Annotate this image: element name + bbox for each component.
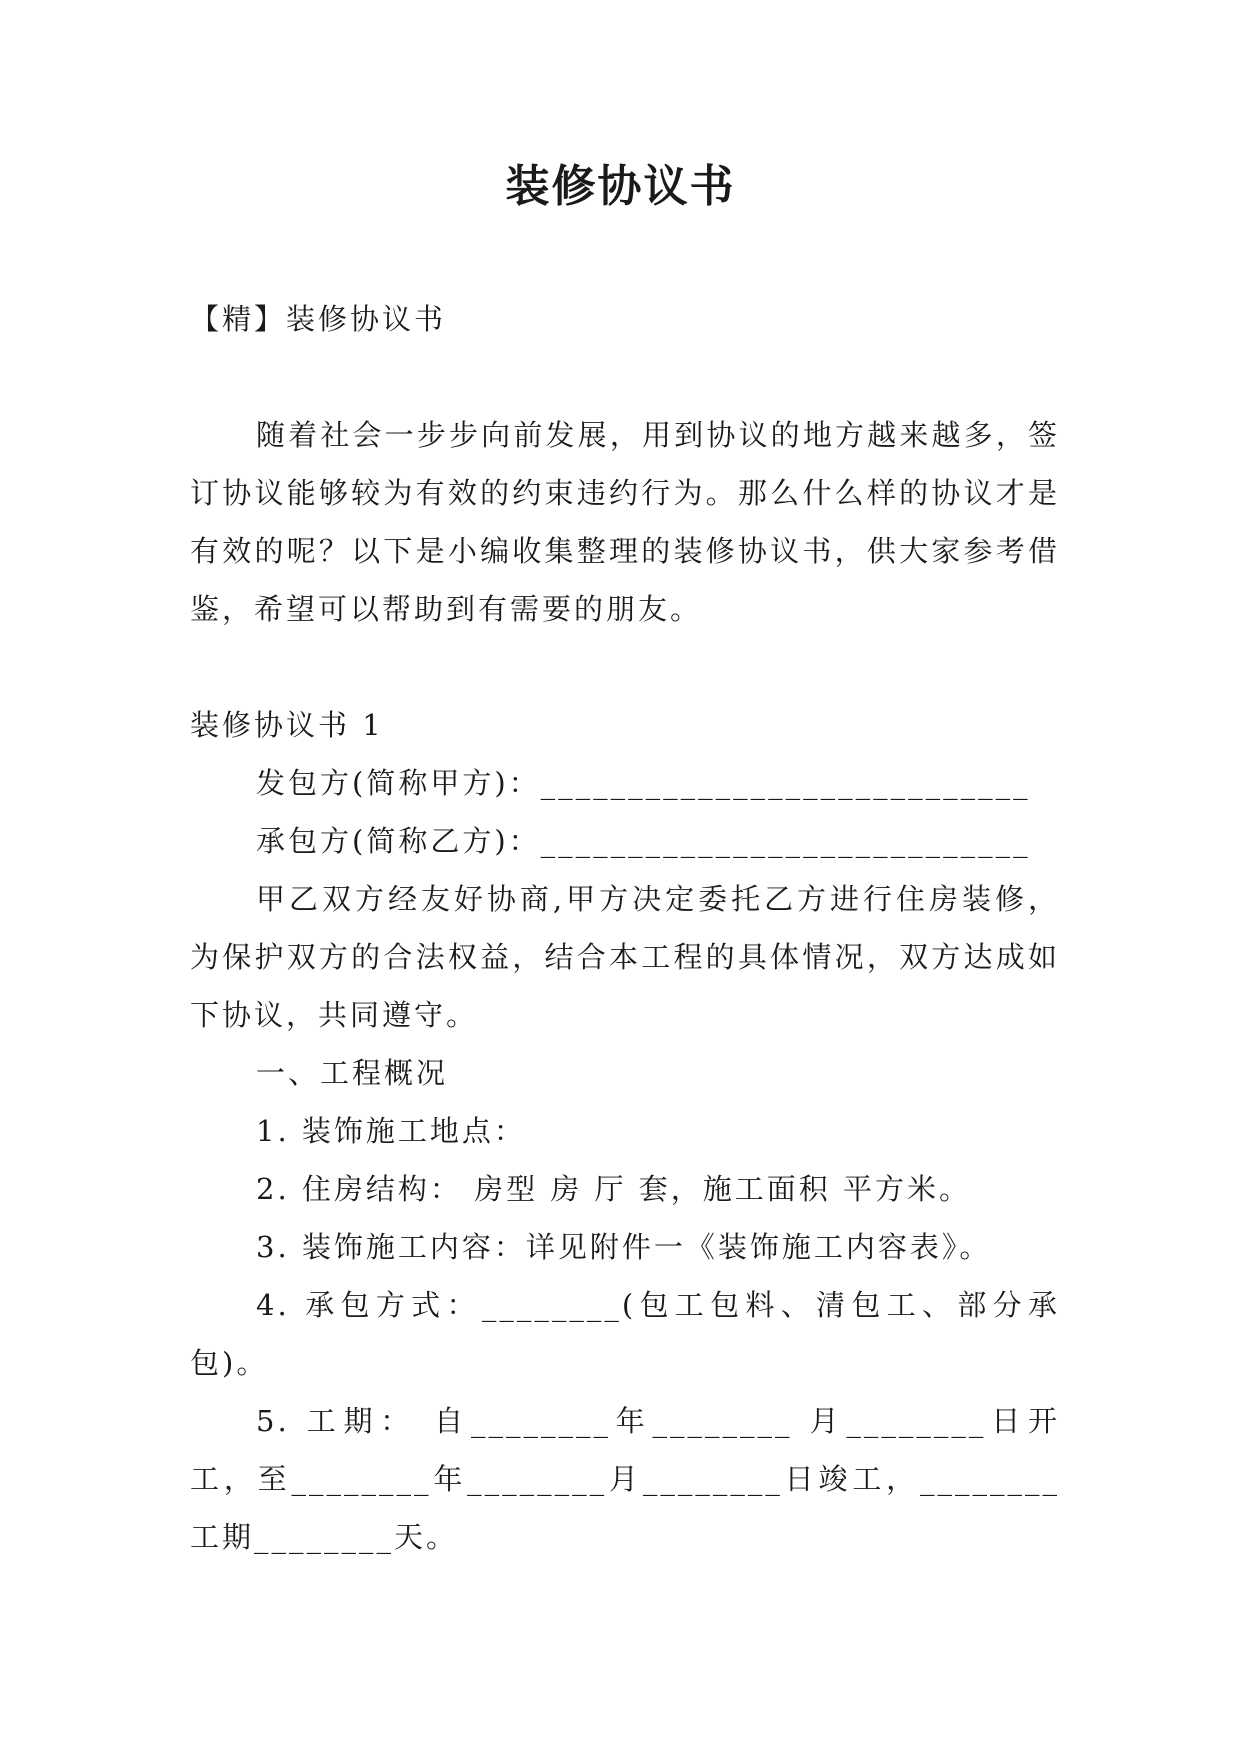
item-schedule: 5. 工期： 自________年________ 月________日开工，至________年________月________日竣工，________工期________天。: [190, 1404, 1060, 1554]
intro-paragraph: 随着社会一步步向前发展，用到协议的地方越来越多，签订协议能够较为有效的约束违约行为。那么什么样的协议才是有效的呢？以下是小编收集整理的装修协议书，供大家参考借鉴，希望可以帮助到有需要的朋友。: [190, 418, 1060, 626]
preamble-paragraph: 甲乙双方经友好协商,甲方决定委托乙方进行住房装修，为保护双方的合法权益，结合本工程的具体情况，双方达成如下协议，共同遵守。: [190, 882, 1060, 1032]
party-a-line: 发包方(简称甲方)：____________________________: [256, 766, 1031, 800]
document-title: 装修协议书: [505, 161, 736, 212]
item-structure: 2. 住房结构： 房型 房 厅 套，施工面积 平方米。: [256, 1172, 971, 1206]
item-content: 3. 装饰施工内容：详见附件一《装饰施工内容表》。: [256, 1230, 992, 1264]
heading-project-overview: 一、工程概况: [256, 1056, 449, 1090]
section-title: 装修协议书 1: [190, 708, 384, 742]
document-subtitle: 【精】装修协议书: [190, 302, 447, 336]
party-b-line: 承包方(简称乙方)：____________________________: [256, 824, 1031, 858]
item-contract-method: 4. 承包方式：________(包工包料、清包工、部分承包)。: [190, 1288, 1060, 1380]
document-body: [190, 290, 1060, 1566]
spacer: [190, 638, 1060, 696]
item-location: 1. 装饰施工地点：: [256, 1114, 526, 1148]
